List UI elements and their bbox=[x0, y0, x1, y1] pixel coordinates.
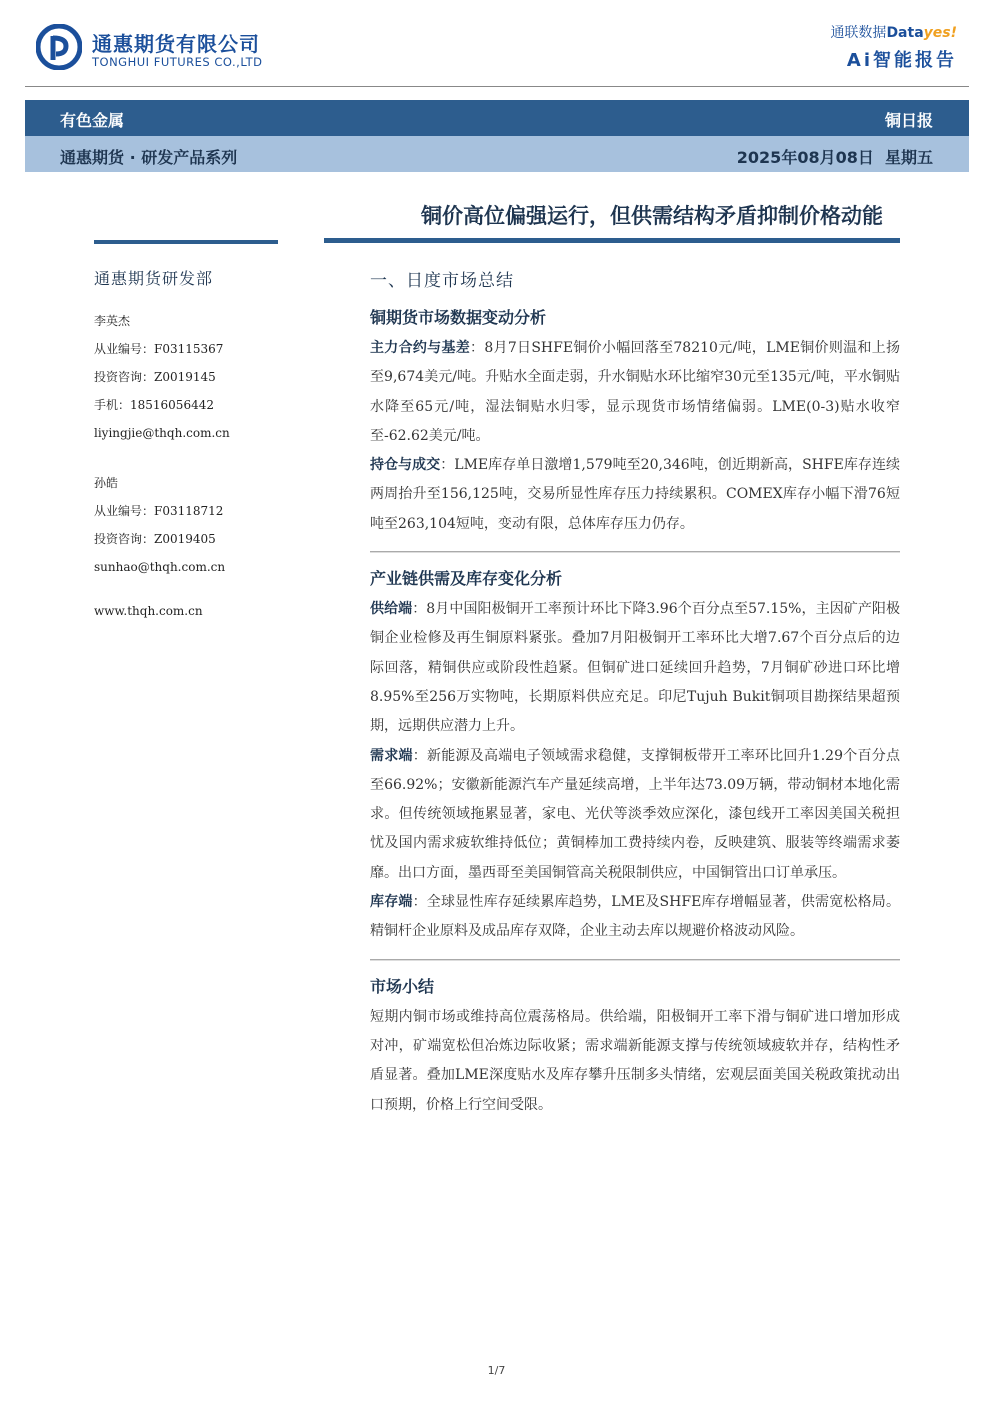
paragraph-main-contract bbox=[370, 334, 900, 451]
datayes-brand-data: Data bbox=[886, 25, 924, 41]
paragraph-summary: 短期内铜市场或维持高位震荡格局。供给端，阳极铜开工率下滑与铜矿进口增加形成对冲，矿端宽松但冶炼边际收紧；需求端新能源支撑与传统领域疲软并存，结构性矛盾显著。叠加LME深度贴水及库存攀升压制多头情绪，宏观层面美国关税政策扰动出口预期，价格上行空间受限。 bbox=[370, 1008, 900, 1113]
paragraph-text: ：全球显性库存延续累库趋势，LME及SHFE库存增幅显著，供需宽松格局。精铜杆企业原料及成品库存双降，企业主动去库以规避价格波动风险。 bbox=[370, 894, 901, 940]
main-title-rule bbox=[324, 238, 900, 243]
ai-report-label: Ai智能报告 bbox=[846, 50, 957, 71]
datayes-logo bbox=[777, 22, 957, 72]
paragraph-supply bbox=[370, 595, 900, 741]
department-name: 通惠期货研发部 bbox=[94, 269, 214, 288]
analyst-license: 从业编号：F03118712 bbox=[94, 504, 224, 518]
report-date: 2025年08月08日 星期五 bbox=[736, 148, 933, 167]
report-type-label: 铜日报 bbox=[884, 111, 933, 130]
analyst-name: 孙皓 bbox=[94, 476, 119, 490]
paragraph-text: ：8月中国阳极铜开工率预计环比下降3.96个百分点至57.15%，主因矿产阳极铜企业检修及再生铜原料紧张。叠加7月阳极铜开工率环比大增7.67个百分点后的边际回落，精铜供应或阶段性趋紧。但铜矿进口延续回升趋势，7月铜矿砂进口环比增8.95%至256万实物吨，长期原料供应充足。印尼Tujuh Bukit铜项目勘探结果超预期，远期供应潜力上升。 bbox=[370, 601, 900, 735]
paragraph-inventory bbox=[370, 888, 900, 947]
sidebar-title-rule bbox=[94, 240, 278, 244]
section-divider bbox=[370, 551, 900, 552]
subsection-heading: 市场小结 bbox=[370, 976, 435, 996]
paragraph-key: 供给端 bbox=[370, 601, 413, 618]
page-number: 1/7 bbox=[487, 1364, 506, 1377]
company-website-link[interactable]: www.thqh.com.cn bbox=[94, 604, 203, 618]
section-title: 一、日度市场总结 bbox=[370, 271, 514, 291]
tonghui-logo-icon bbox=[36, 24, 82, 70]
paragraph-positions bbox=[370, 451, 900, 539]
datayes-brand-yes: yes! bbox=[923, 25, 957, 41]
analyst-email[interactable]: sunhao@thqh.com.cn bbox=[94, 560, 226, 574]
paragraph-key: 库存端 bbox=[370, 894, 413, 911]
analyst-sidebar bbox=[94, 266, 294, 629]
datayes-brand-cn: 通联数据 bbox=[830, 25, 887, 41]
logo-company-name-en: TONGHUI FUTURES CO.,LTD bbox=[92, 55, 263, 69]
paragraph-key: 需求端 bbox=[370, 747, 413, 764]
category-bar bbox=[25, 100, 969, 136]
paragraph-text: ：新能源及高端电子领域需求稳健，支撑铜板带开工率环比回升1.29个百分点至66.92%；安徽新能源汽车产量延续高增，上半年达73.09万辆，带动铜材本地化需求。但传统领域拖累显著，家电、光伏等淡季效应深化，漆包线开工率因美国关税担忧及国内需求疲软维持低位；黄铜棒加工费持续内卷，反映建筑、服装等终端需求萎靡。出口方面，墨西哥至美国铜管高关税限制供应，中国铜管出口订单承压。 bbox=[370, 747, 901, 881]
logo-company-name: 通惠期货有限公司 bbox=[92, 32, 260, 56]
analyst-phone: 手机：18516056442 bbox=[94, 398, 214, 412]
paragraph-demand bbox=[370, 742, 900, 888]
datayes-brand bbox=[830, 22, 957, 42]
subsection-heading: 铜期货市场数据变动分析 bbox=[370, 308, 547, 327]
section-divider bbox=[370, 959, 900, 960]
analyst-advisory: 投资咨询：Z0019145 bbox=[94, 370, 216, 384]
category-label: 有色金属 bbox=[60, 111, 125, 130]
paragraph-key: 持仓与成交 bbox=[370, 457, 441, 474]
paragraph-text: ：LME库存单日激增1,579吨至20,346吨，创近期新高，SHFE库存连续两周抬升至156,125吨，交易所显性库存压力持续累积。COMEX库存小幅下滑76短吨至263,104短吨，变动有限，总体库存压力仍存。 bbox=[370, 457, 900, 532]
analyst-advisory: 投资咨询：Z0019405 bbox=[94, 532, 216, 546]
header-divider bbox=[25, 86, 969, 87]
report-body bbox=[370, 266, 900, 1120]
paragraph-key: 主力合约与基差 bbox=[370, 340, 471, 356]
series-label: 通惠期货 · 研发产品系列 bbox=[60, 148, 238, 167]
paragraph-text: ：8月7日SHFE铜价小幅回落至78210元/吨，LME铜价则温和上扬至9,674美元/吨。升贴水全面走弱，升水铜贴水环比缩窄30元至135元/吨，平水铜贴水降至65元/吨，湿法铜贴水归零，显示现货市场情绪偏弱。LME(0-3)贴水收窄至-62.62美元/吨。 bbox=[370, 340, 900, 444]
analyst-email[interactable]: liyingjie@thqh.com.cn bbox=[94, 426, 230, 440]
analyst-license: 从业编号：F03115367 bbox=[94, 342, 224, 356]
subsection-heading: 产业链供需及库存变化分析 bbox=[370, 569, 563, 589]
company-logo bbox=[36, 22, 276, 74]
analyst-name: 李英杰 bbox=[94, 314, 131, 328]
report-title: 铜价高位偏强运行，但供需结构矛盾抑制价格动能 bbox=[421, 204, 883, 228]
